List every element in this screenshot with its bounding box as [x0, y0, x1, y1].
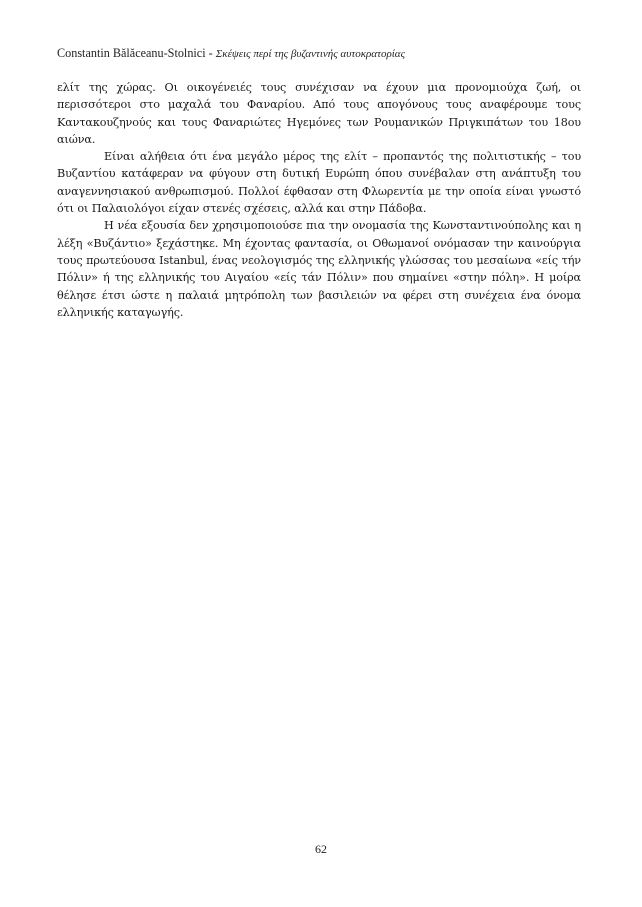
- body-text: [57, 79, 581, 321]
- header-author: Constantin Bălăceanu-Stolnici: [57, 46, 206, 60]
- header-separator: -: [205, 46, 216, 60]
- paragraph-1: ελίτ της χώρας. Οι οικογένειές τους συνέχισαν να έχουν μια προνομιούχα ζωή, οι περισσότεροι στο μαχαλά του Φαναρίου. Από τους απογόνους τους αναφέρουμε τους Καντακουζηνούς και τους Φαναριώτες Ηγεμόνες των Ρουμανικών Πριγκιπάτων του 18ου αιώνα.: [57, 81, 581, 146]
- paragraph-3: Η νέα εξουσία δεν χρησιμοποιούσε πια την ονομασία της Κωνσταντινούπολης και η λέξη «Βυζάντιο» ξεχάστηκε. Μη έχοντας φαντασία, οι Οθωμανοί ονόμασαν την καινούργια τους πρωτεύουσα Istanbul, ένας νεολογισμός της ελληνικής γλώσσας του μεσαίωνα «είς τήν Πόλιν» ή της ελληνικής του Αιγαίου «είς τάν Πόλιν» που σημαίνει «στην πόλη». Η μοίρα θέλησε έτσι ώστε η παλαιά μητρόπολη των βασιλειών να φέρει στη συνέχεια ένα όνομα ελληνικής καταγωγής.: [57, 219, 581, 319]
- page-number: 62: [315, 842, 327, 856]
- paragraph-2: Είναι αλήθεια ότι ένα μεγάλο μέρος της ελίτ – προπαντός της πολιτιστικής – του Βυζαντίου κατάφεραν να φύγουν στη δυτική Ευρώπη όπου συνέβαλαν στη ανάπτυξη του αναγεννησιακού ανθρωπισμού. Πολλοί έφθασαν στη Φλωρεντία με την οποία είναι γνωστό ότι οι Παλαιολόγοι είχαν στενές σχέσεις, αλλά και στην Πάδοβα.: [57, 150, 581, 216]
- running-header: [57, 45, 587, 62]
- header-title: Σκέψεις περί της βυζαντινής αυτοκρατορίας: [215, 48, 406, 60]
